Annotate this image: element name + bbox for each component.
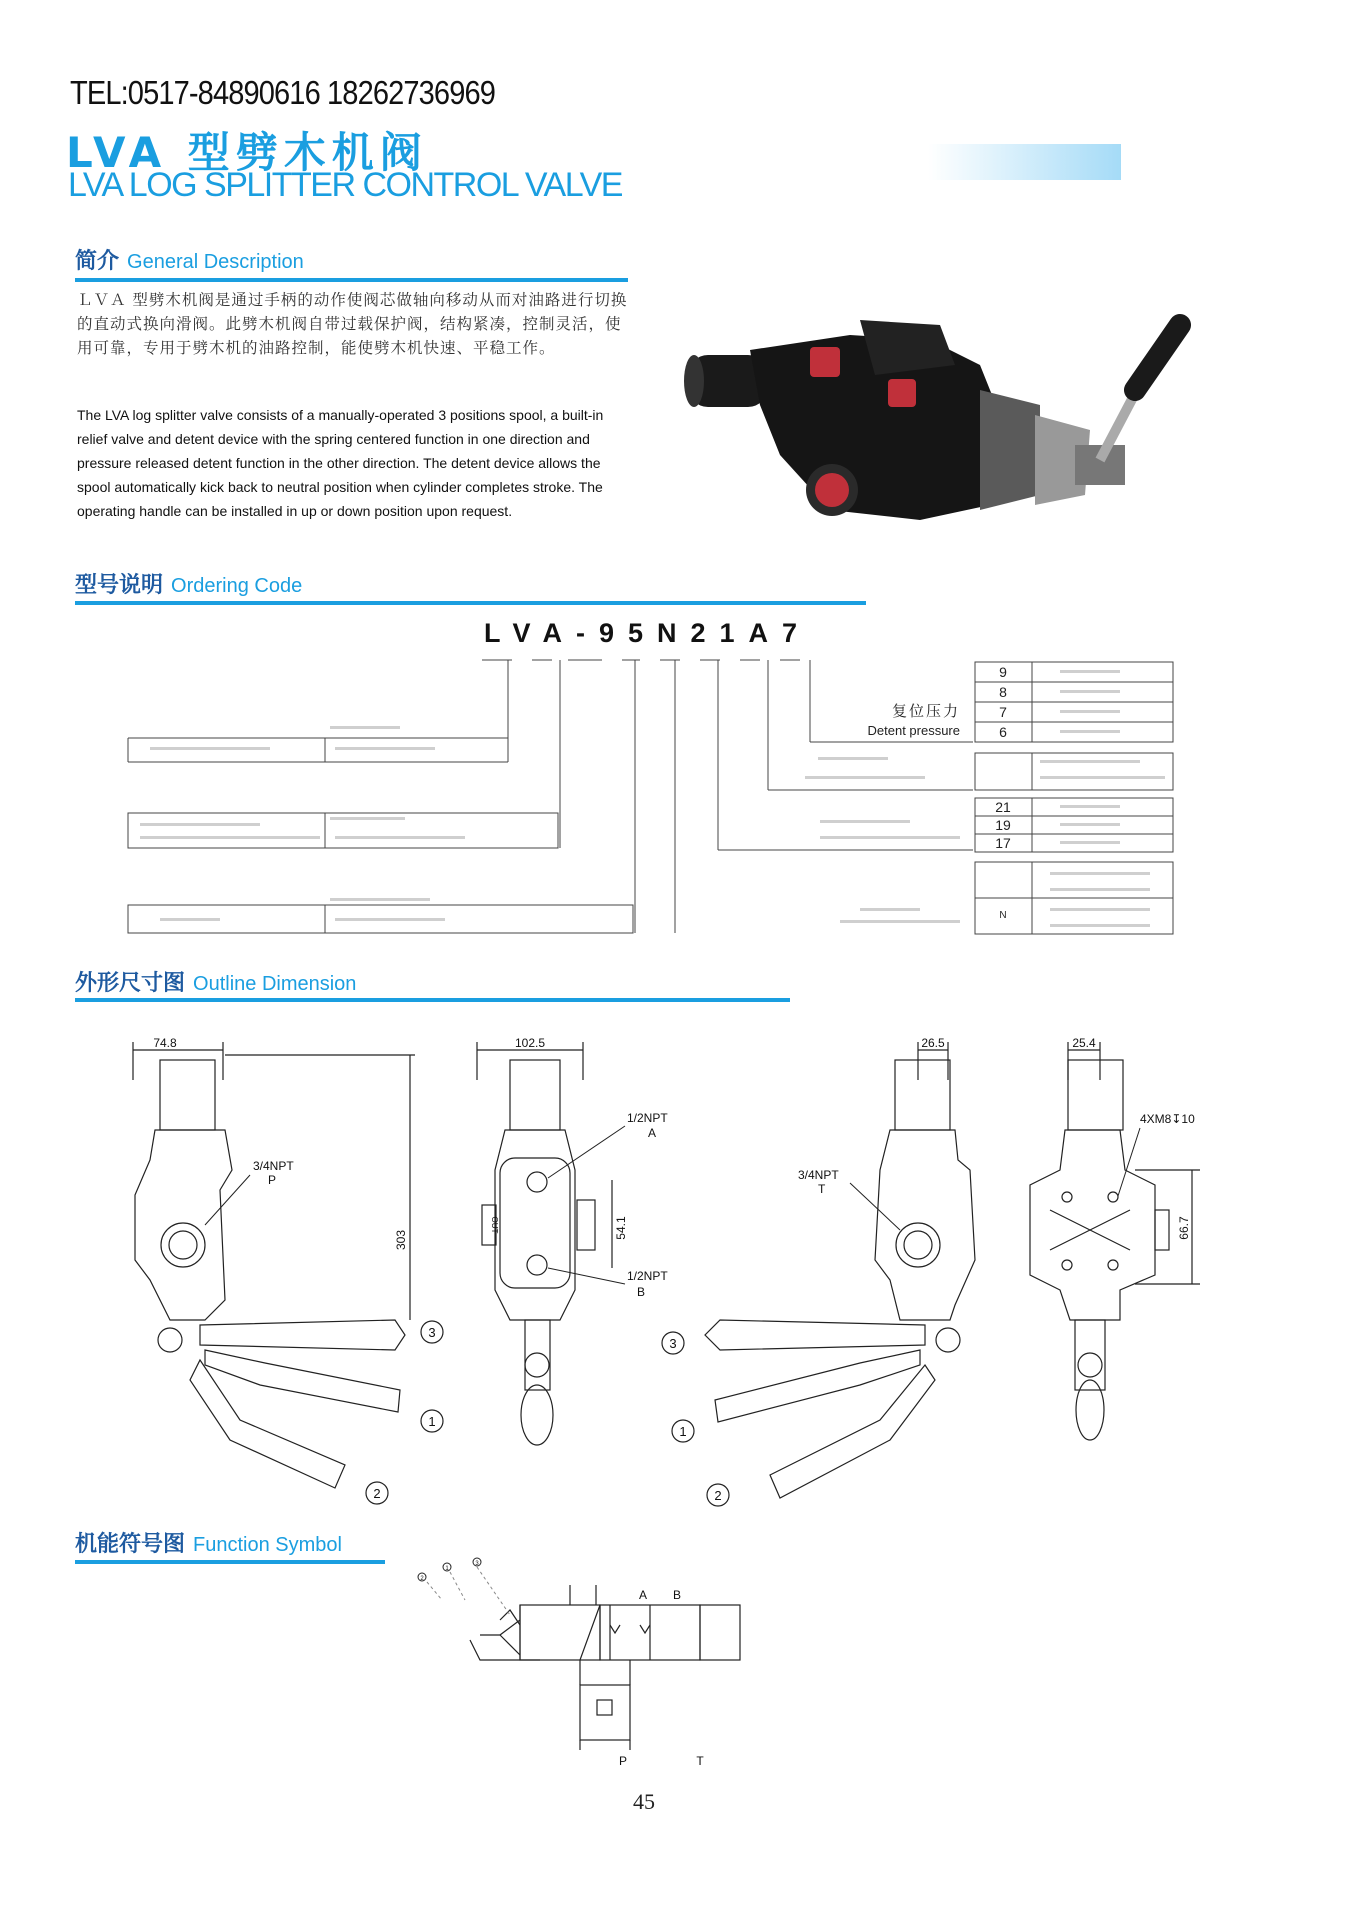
section-underline — [75, 1560, 385, 1564]
detent-value-9: 9 — [999, 664, 1007, 680]
symbol-position-1: 1 — [445, 1566, 449, 1572]
relief-value-17: 17 — [995, 835, 1011, 851]
section-underline — [75, 278, 628, 282]
dim-height-303: 303 — [394, 1229, 408, 1251]
section-title-en: Outline Dimension — [193, 973, 357, 995]
position-2-label: 2 — [373, 1486, 381, 1501]
dim-height-66-7: 66.7 — [1177, 1216, 1191, 1240]
symbol-port-p: P — [618, 1754, 628, 1768]
detent-label-en: Detent pressure — [867, 723, 960, 738]
relief-value-19: 19 — [995, 817, 1011, 833]
section-title-cn: 外形尺寸图 — [75, 971, 186, 996]
section-underline — [75, 601, 866, 605]
port-b-label: B — [637, 1285, 646, 1299]
detent-label-cn: 复位压力 — [891, 703, 960, 720]
title-chinese: LVA 型劈木机阀 — [66, 128, 428, 177]
dim-width-25-4: 25.4 — [1072, 1036, 1096, 1050]
section-title-cn: 型号说明 — [75, 573, 164, 598]
decorative-gradient-bar — [928, 144, 1121, 180]
dim-width-26-5: 26.5 — [921, 1036, 945, 1050]
port-p-label: P — [268, 1173, 277, 1187]
section-title-cn: 机能符号图 — [75, 1532, 186, 1557]
port-a-label: A — [648, 1126, 657, 1140]
section-title-en: General Description — [127, 251, 304, 273]
position-2-label: 2 — [714, 1488, 722, 1503]
dim-width-74-8: 74.8 — [153, 1036, 177, 1050]
bolt-spec: 4XM8↧10 — [1140, 1112, 1195, 1126]
detent-value-6: 6 — [999, 724, 1007, 740]
page-number: 45 — [633, 1789, 655, 1814]
dim-width-102-5: 102.5 — [514, 1036, 546, 1050]
port-p-size: 3/4NPT — [253, 1159, 294, 1173]
port-t-size: 3/4NPT — [798, 1168, 839, 1182]
section-title-en: Function Symbol — [193, 1534, 342, 1556]
valve-photo — [680, 295, 1210, 535]
title-english: LVA LOG SPLITTER CONTROL VALVE — [68, 166, 622, 204]
position-3-label: 3 — [669, 1336, 677, 1351]
section-ordering-code — [75, 568, 302, 604]
telephone: TEL:0517-84890616 18262736969 — [70, 74, 496, 111]
symbol-port-t: T — [696, 1754, 704, 1768]
position-3-label: 3 — [428, 1325, 436, 1340]
symbol-port-b: B — [672, 1588, 682, 1602]
port-a-size: 1/2NPT — [627, 1111, 668, 1125]
description-chinese: ＬＶＡ 型劈木机阀是通过手柄的动作使阀芯做轴向移动从而对油路进行切换的直动式换向滑阀。此劈木机阀自带过载保护阀，结构紧凑，控制灵活，使用可靠，专用于劈木机的油路控制，能使劈木机快速、平稳工作。 — [77, 291, 628, 357]
position-1-label: 1 — [428, 1414, 436, 1429]
function-symbol-diagram — [420, 1545, 780, 1770]
symbol-port-a: A — [638, 1588, 648, 1602]
section-function-symbol — [75, 1527, 342, 1563]
relief-value-21: 21 — [995, 799, 1011, 815]
detent-value-7: 7 — [999, 704, 1007, 720]
position-1-label: 1 — [679, 1424, 687, 1439]
section-title-en: Ordering Code — [171, 575, 303, 597]
symbol-position-2: 2 — [420, 1576, 424, 1582]
ordering-code-diagram — [120, 650, 1190, 950]
ordering-code: LVA-95N21A7 — [484, 618, 812, 648]
section-general-description — [75, 244, 304, 280]
detent-value-8: 8 — [999, 684, 1007, 700]
dim-height-54-1: 54.1 — [614, 1216, 628, 1240]
section-underline — [75, 998, 790, 1002]
section-title-cn: 简介 — [75, 249, 120, 274]
port-t-label: T — [818, 1182, 826, 1196]
port-b-size: 1/2NPT — [627, 1269, 668, 1283]
section-outline-dimension — [75, 966, 356, 1002]
symbol-position-3: 3 — [475, 1561, 479, 1567]
port-value-n: N — [999, 910, 1007, 921]
description-english: The LVA log splitter valve consists of a manually-operated 3 positions spool, a built-in relief valve and detent device with the spring centered function in one direction and pressure released detent function in the other direction. The detent device allows the spool automatically kick back to neutral position when cylinder completes stroke. The operating handle can be installed in up or down position upon request. — [77, 407, 604, 519]
out-label: OUT — [490, 1216, 499, 1234]
outline-dimension-drawings — [0, 1020, 1357, 1510]
